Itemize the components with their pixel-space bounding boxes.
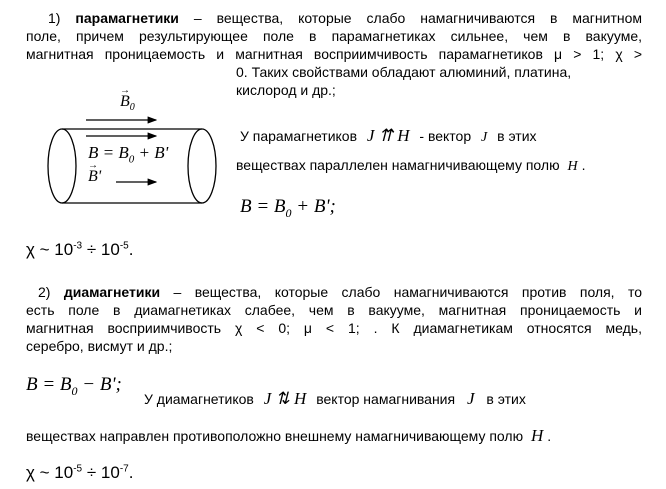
bprime-label: → B': [88, 160, 102, 185]
para-formula-sub: 0: [285, 205, 292, 220]
para-j-parallel-h: J ⇈ H: [366, 126, 410, 145]
dia-chi-base: χ ~ 10: [26, 463, 74, 482]
para-chi-exp2: -5: [119, 240, 129, 252]
para-line-3: магнитная проницаемость и магнитная восприимчивость парамагнетиков μ > 1; χ >: [26, 46, 642, 62]
dia-formula: [26, 374, 122, 399]
dia-chi: [26, 463, 133, 483]
dia-j-symbol: J: [466, 389, 475, 408]
para-line-4: 0. Таких свойствами обладают алюминий, платина,: [236, 64, 572, 80]
para-chi: [26, 240, 133, 260]
dia-line-1: [26, 284, 642, 300]
cyl-eq-right: + B': [134, 143, 169, 162]
para-vector-line: [240, 128, 537, 146]
b0-subscript: 0: [129, 102, 135, 114]
dia-term: диамагнетики: [63, 284, 161, 300]
dia-j-antiparallel-h: J ⇅ H: [263, 389, 307, 408]
dia-r-mid: вектор намагнивания: [316, 391, 456, 407]
para-term: парамагнетики: [75, 10, 179, 26]
para-right2-pre: веществах параллелен намагничивающему полю: [236, 157, 560, 173]
para-chi-base: χ ~ 10: [26, 240, 74, 259]
dia-line-4: серебро, висмут и др.;: [26, 338, 173, 354]
b0-label: → $B_0$: [120, 85, 135, 114]
para-line-2: поле, причем результирующее поле в парамагнетиках сильнее, чем в вакууме,: [26, 28, 642, 44]
dia-line1-text: – вещества, которые слабо намагничиваются против поля, то: [173, 284, 643, 300]
cylinder-left-cap: [48, 129, 76, 203]
dia-line-2: есть поле в диамагнетиках слабее, чем в вакууме, магнитная проницаемость и: [26, 302, 642, 318]
para-line-5: кислород и др.;: [236, 82, 336, 98]
dia-h-symbol: H: [530, 426, 544, 445]
para-parallel-line: [236, 157, 585, 175]
para-line1-text: – вещества, которые слабо намагничиваются в магнитном: [193, 10, 642, 26]
para-chi-end: .: [128, 240, 134, 259]
dia-line6-text: веществах направлен противоположно внешнему намагничивающему полю: [26, 428, 524, 444]
para-j-symbol: J: [481, 130, 488, 145]
dia-r-post: в этих: [486, 391, 526, 407]
para-line-1: [26, 10, 642, 26]
para-formula-left: B = B: [240, 196, 286, 217]
dia-chi-mid: ÷ 10: [82, 463, 120, 482]
dia-line-3: магнитная восприимчивость χ < 0; μ < 1; . К диамагнетикам относятся медь,: [26, 320, 642, 336]
dia-line-6: [26, 428, 551, 444]
para-formula: [240, 196, 336, 221]
dia-chi-end: .: [128, 463, 134, 482]
dia-formula-left: B = B: [26, 374, 72, 395]
para-right2-post: .: [581, 157, 586, 173]
dia-line6-end: .: [547, 428, 552, 444]
para-right1-post: в этих: [497, 128, 537, 144]
dia-chi-exp1: -5: [73, 463, 83, 475]
para-right1-mid: - вектор: [419, 128, 472, 144]
para-chi-exp1: -3: [73, 240, 83, 252]
cyl-eq-left: B = B: [88, 143, 129, 162]
dia-formula-sub: 0: [71, 383, 78, 398]
dia-r-pre: У диамагнетиков: [144, 391, 254, 407]
dia-number: 2): [38, 284, 51, 300]
para-h-symbol: H: [567, 159, 578, 174]
dia-vector-line: [144, 391, 526, 407]
cylinder-equation: [88, 143, 168, 165]
cyl-eq-sub: 0: [128, 153, 135, 166]
para-right1-pre: У парамагнетиков: [240, 128, 358, 144]
para-chi-mid: ÷ 10: [82, 240, 120, 259]
b0-letter: B: [120, 93, 130, 110]
dia-chi-exp2: -7: [119, 463, 129, 475]
cylinder-right-cap: [188, 129, 216, 203]
bprime-letter: B': [88, 168, 102, 185]
para-formula-right: + B';: [291, 196, 336, 217]
para-number: 1): [48, 10, 61, 26]
dia-formula-right: − B';: [77, 374, 122, 395]
